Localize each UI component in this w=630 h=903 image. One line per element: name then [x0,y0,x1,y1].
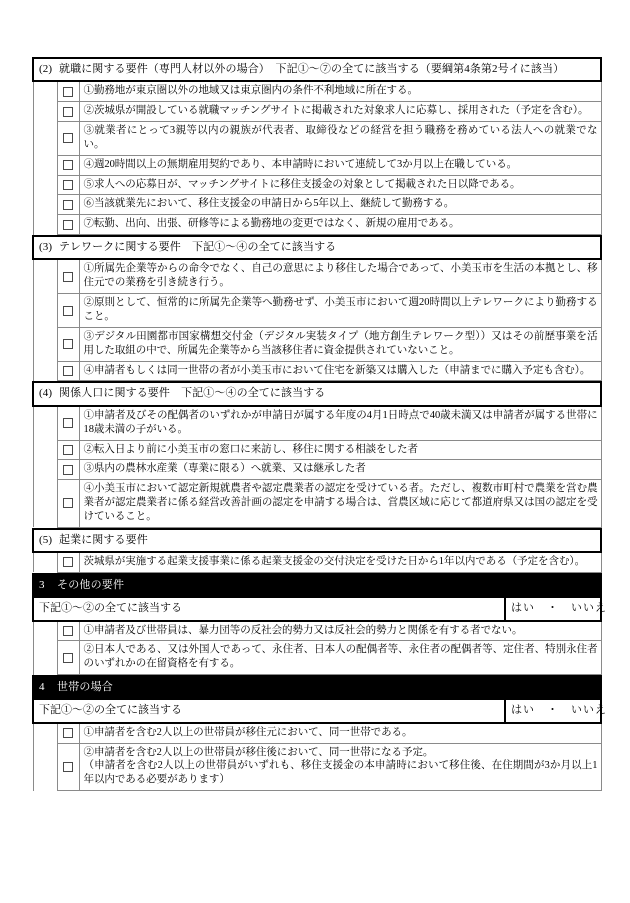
checkbox-section-4-3[interactable] [63,465,73,475]
subsection-header [33,382,601,405]
requirement-text [79,552,601,572]
text-line: ③就業者にとって3親等以内の親族が代表者、取締役などの経営を担う職務を務めている法人への就業でない。 [83,125,598,150]
row-spacer [33,327,57,361]
checkbox-cell [57,480,79,528]
requirement-text [79,215,601,235]
requirement-row [33,294,601,328]
checkbox-cell [57,406,79,440]
subsection-header-row [33,58,601,81]
text-line: ①申請者及びその配偶者のいずれかが申請日が属する年度の4月1日時点で40歳未満又は申請者が属する世帯に18歳未満の子がいる。 [83,409,598,435]
checkbox-section-3-3[interactable] [63,339,73,349]
subsection-header-row [33,382,601,405]
subsection-header [33,58,601,81]
text-line: 茨城県が実施する起業支援事業に係る起業支援金の交付決定を受けた日から1年以内である（予定を含む）。 [83,556,586,568]
requirement-text [79,102,601,122]
checkbox-cell [57,723,79,743]
section-bar [33,676,601,699]
requirement-text [79,743,601,791]
text-line: ②原則として、恒常的に所属先企業等へ勤務せず、小美玉市において週20時間以上テレワークにより勤務すること。 [83,297,598,323]
checkbox-cell [57,259,79,293]
section-other [32,573,607,675]
checkbox-cell [57,215,79,235]
requirement-text [79,440,601,460]
subsection-number: (4) [39,387,53,400]
text-line: ③県内の農林水産業（専業に限る）へ就業、又は継承した者 [83,463,366,475]
checkbox-cell [57,440,79,460]
requirement-row [33,122,601,156]
checkbox-cell [57,122,79,156]
subsection-header-row [33,236,601,259]
section-household [32,675,607,791]
section-bar-row [33,574,601,597]
checkbox-cell [57,175,79,195]
checkbox-section-4-4[interactable] [63,498,73,508]
row-spacer [33,440,57,460]
text-line: ⑤求人への応募日が、マッチングサイトに移住支援金の対象として掲載された日以降である。 [83,178,521,190]
section-subline: 下記①～②の全てに該当する [33,699,505,722]
checkbox-section-2-2[interactable] [63,107,73,117]
checkbox-section-3-2[interactable] [63,306,73,316]
section-5 [32,528,602,573]
requirement-row [33,81,601,101]
requirement-row [33,327,601,361]
checkbox-section-2-1[interactable] [63,87,73,97]
checkbox-section-other-2[interactable] [63,653,73,663]
section-title: 世帯の場合 [57,681,113,694]
text-line: ②申請者を含む2人以上の世帯員が移住後において、同一世帯になる予定。 [83,746,434,758]
checkbox-section-2-7[interactable] [63,220,73,230]
checkbox-cell [57,81,79,101]
requirement-text [79,621,601,641]
requirement-row [33,102,601,122]
row-spacer [33,294,57,328]
section-4 [32,381,602,527]
requirement-text [79,723,601,743]
row-spacer [33,122,57,156]
section-3 [32,235,602,381]
subsection-header-row [33,529,601,552]
checkbox-section-other-1[interactable] [63,626,73,636]
yes-no-selector[interactable]: はい ・ いいえ [505,699,601,722]
checkbox-section-2-6[interactable] [63,200,73,210]
row-spacer [33,621,57,641]
row-spacer [33,195,57,215]
checkbox-cell [57,155,79,175]
checkbox-section-household-2[interactable] [63,762,73,772]
section-title: その他の要件 [57,578,125,591]
requirement-text [79,122,601,156]
text-line: ①勤務地が東京圏以外の地域又は東京圏内の条件不利地域に所在する。 [83,85,418,97]
section-subline-row [33,597,601,620]
checkbox-cell [57,294,79,328]
requirement-row [33,406,601,440]
requirement-row [33,480,601,528]
text-line: ④小美玉市において認定新規就農者や認定農業者の認定を受けている者。ただし、複数市町村で農業を営む農業者が認定農業者に係る経営改善計画の認定を申請する場合は、営農区域に応じて都道府県又は国の認定を受けていること。 [83,483,598,522]
row-spacer [33,81,57,101]
row-spacer [33,175,57,195]
checkbox-section-4-1[interactable] [63,418,73,428]
checkbox-cell [57,102,79,122]
form-body [32,57,607,791]
row-spacer [33,361,57,381]
checkbox-cell [57,195,79,215]
subsection-title: 起業に関する要件 [59,533,148,546]
section-number: 3 [39,578,45,591]
subsection-number: (3) [39,241,53,254]
section-bar [33,574,601,597]
requirement-text [79,259,601,293]
text-line: ②転入日より前に小美玉市の窓口に来訪し、移住に関する相談をした者 [83,443,418,455]
row-spacer [33,460,57,480]
requirement-row [33,460,601,480]
checkbox-section-5-1[interactable] [63,557,73,567]
requirement-row [33,155,601,175]
requirement-row [33,552,601,572]
requirement-text [79,480,601,528]
requirement-text [79,406,601,440]
subsection-title: 関係人口に関する要件 下記①～④の全てに該当する [59,387,326,400]
text-line: ④週20時間以上の無期雇用契約であり、本申請時において連続して3か月以上在職している。 [83,158,518,170]
checkbox-cell [57,621,79,641]
checkbox-cell [57,361,79,381]
requirement-row [33,641,601,675]
subsection-title: 就職に関する要件（専門人材以外の場合） 下記①～⑦の全てに該当する（要綱第4条第2号イに該当） [59,63,565,75]
requirement-text [79,175,601,195]
requirement-text [79,361,601,381]
requirement-text [79,294,601,328]
requirement-row [33,361,601,381]
section-2 [32,57,602,235]
checkbox-section-3-4[interactable] [63,366,73,376]
requirement-text [79,195,601,215]
requirement-text [79,641,601,675]
row-spacer [33,743,57,791]
checkbox-cell [57,641,79,675]
requirement-row [33,621,601,641]
row-spacer [33,215,57,235]
text-line: ①申請者及び世帯員は、暴力団等の反社会的勢力又は反社会的勢力と関係を有する者でない。 [83,624,523,636]
requirement-row [33,723,601,743]
row-spacer [33,723,57,743]
requirement-row [33,215,601,235]
text-line: （申請者を含む2人以上の世帯員がいずれも、移住支援金の本申請時において移住後、在住期間が3か月以上1年以内である必要があります） [83,760,598,786]
text-line: ②日本人である、又は外国人であって、永住者、日本人の配偶者等、永住者の配偶者等、定住者、特別永住者のいずれかの在留資格を有する。 [83,644,598,670]
checkbox-section-2-4[interactable] [63,160,73,170]
yes-no-selector[interactable]: はい ・ いいえ [505,597,601,620]
section-bar-row [33,676,601,699]
checkbox-section-3-1[interactable] [63,272,73,282]
checkbox-section-household-1[interactable] [63,728,73,738]
row-spacer [33,155,57,175]
requirement-row [33,259,601,293]
checkbox-cell [57,552,79,572]
requirement-text [79,460,601,480]
requirement-text [79,327,601,361]
requirement-text [79,155,601,175]
subsection-title: テレワークに関する要件 下記①～④の全てに該当する [59,241,337,254]
text-line: ④申請者もしくは同一世帯の者が小美玉市において住宅を新築又は購入した（申請までに購入予定も含む）。 [83,364,591,376]
text-line: ⑦転勤、出向、出張、研修等による勤務地の変更ではなく、新規の雇用である。 [83,218,460,230]
text-line: ②茨城県が開設している就職マッチングサイトに掲載された対象求人に応募し、採用された（予定を含む）。 [83,105,589,117]
subsection-header [33,236,601,259]
checkbox-section-4-2[interactable] [63,445,73,455]
section-subline-row [33,699,601,722]
checkbox-cell [57,327,79,361]
section-subline: 下記①～②の全てに該当する [33,597,505,620]
row-spacer [33,641,57,675]
subsection-header [33,529,601,552]
requirement-row [33,440,601,460]
requirement-row [33,195,601,215]
requirement-row [33,743,601,791]
row-spacer [33,480,57,528]
section-number: 4 [39,681,45,694]
row-spacer [33,102,57,122]
text-line: ①所属先企業等からの命令でなく、自己の意思により移住した場合であって、小美玉市を生活の本拠とし、移住元での業務を引き続き行う。 [83,263,598,289]
text-line: ③デジタル田園都市国家構想交付金（デジタル実装タイプ（地方創生テレワーク型））又はその前歴事業を活用した取組の中で、所属先企業等から当該移住者に資金提供されていないこと。 [83,330,598,356]
checkbox-cell [57,743,79,791]
checkbox-section-2-3[interactable] [63,133,73,143]
text-line: ⑥当該就業先において、移住支援金の申請日から5年以上、継続して勤務する。 [83,198,455,210]
row-spacer [33,552,57,572]
checkbox-cell [57,460,79,480]
subsection-number: (5) [39,533,53,546]
checkbox-section-2-5[interactable] [63,180,73,190]
text-line: ①申請者を含む2人以上の世帯員が移住元において、同一世帯である。 [83,726,413,738]
requirement-text [79,81,601,101]
row-spacer [33,406,57,440]
requirement-row [33,175,601,195]
subsection-number: (2) [39,63,53,75]
row-spacer [33,259,57,293]
